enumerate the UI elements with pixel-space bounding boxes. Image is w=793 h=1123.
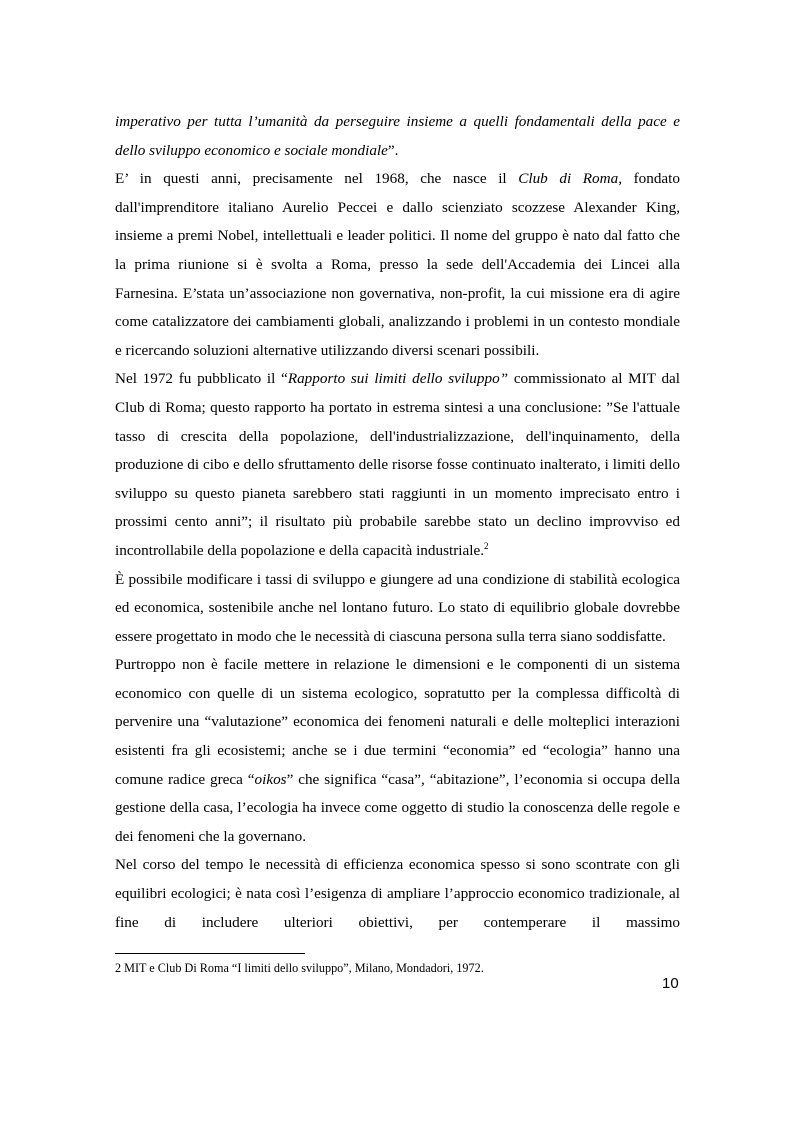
paragraph-3-text-a: Nel 1972 fu pubblicato il “ (115, 370, 288, 388)
paragraph-3-italic: Rapporto sui limiti dello sviluppo” (287, 370, 509, 388)
paragraph-5 (115, 651, 680, 851)
paragraph-1 (115, 108, 680, 165)
page-body (115, 108, 680, 937)
paragraph-2-italic: Club di Roma, (518, 170, 622, 188)
footnote: 2 MIT e Club Di Roma “I limiti dello sviluppo”, Milano, Mondadori, 1972. (115, 961, 484, 975)
footnote-divider (115, 953, 305, 954)
paragraph-1-tail: ”. (387, 141, 399, 159)
paragraph-3 (115, 365, 680, 565)
paragraph-5-text-b: ” che significa “casa”, “abitazione”, l’economia si occupa della gestione della casa, l’ecologia ha invece come oggetto di studio la conoscenza delle regole e dei fenomeni che la governano. (115, 770, 680, 845)
paragraph-4: È possibile modificare i tassi di sviluppo e giungere ad una condizione di stabilità ecologica ed economica, sostenibile anche nel lontano futuro. Lo stato di equilibrio globale dovrebbe essere progettato in modo che le necessità di ciascuna persona sulla terra siano soddisfatte. (115, 570, 680, 645)
footnote-reference[interactable]: 2 (484, 540, 489, 551)
paragraph-6: Nel corso del tempo le necessità di efficienza economica spesso si sono scontrate con gli equilibri ecologici; è nata così l’esigenza di ampliare l’approccio economico tradizionale, al fine di includere ulteriori obiettivi, per contemperare il massimo (115, 856, 680, 931)
page-number: 10 (662, 975, 679, 992)
paragraph-2-text-b: fondato dall'imprenditore italiano Aurelio Peccei e dallo scienziato scozzese Alexander King, insieme a premi Nobel, intellettuali e leader politici. Il nome del gruppo è nato dal fatto che la prima riunione si è svolta a Roma, presso la sede dell'Accademia dei Lincei alla Farnesina. E’stata un’associazione non governativa, non-profit, la cui missione era di agire come catalizzatore dei cambiamenti globali, analizzando i problemi in un contesto mondiale e ricercando soluzioni alternative utilizzando diversi scenari possibili. (115, 170, 680, 359)
paragraph-3-text-b: commissionato al MIT dal Club di Roma; questo rapporto ha portato in estrema sintesi a una conclusione: ”Se l'attuale tasso di crescita della popolazione, dell'industrializzazione, dell'inquinamento, della produzione di cibo e dello sfruttamento delle risorse fosse continuato inalterato, i limiti dello sviluppo su questo pianeta sarebbero stati raggiunti in un momento imprecisato entro i prossimi cento anni”; il risultato più probabile sarebbe stato un declino improvviso ed incontrollabile della popolazione e della capacità industriale. (115, 370, 680, 559)
paragraph-2-text-a: E’ in questi anni, precisamente nel 1968, che nasce il (115, 170, 519, 188)
paragraph-5-text-a: Purtroppo non è facile mettere in relazione le dimensioni e le componenti di un sistema economico con quelle di un sistema ecologico, sopratutto per la complessa difficoltà di pervenire una “valutazione” economica dei fenomeni naturali e delle molteplici interazioni esistenti fra gli ecosistemi; anche se i due termini “economia” ed “ecologia” hanno una comune radice greca “ (115, 656, 680, 788)
paragraph-5-italic: oikos (254, 770, 287, 788)
paragraph-2 (115, 165, 680, 365)
paragraph-1-italic: imperativo per tutta l’umanità da perseguire insieme a quelli fondamentali della pace e dello sviluppo economico e sociale mondiale (115, 113, 680, 159)
